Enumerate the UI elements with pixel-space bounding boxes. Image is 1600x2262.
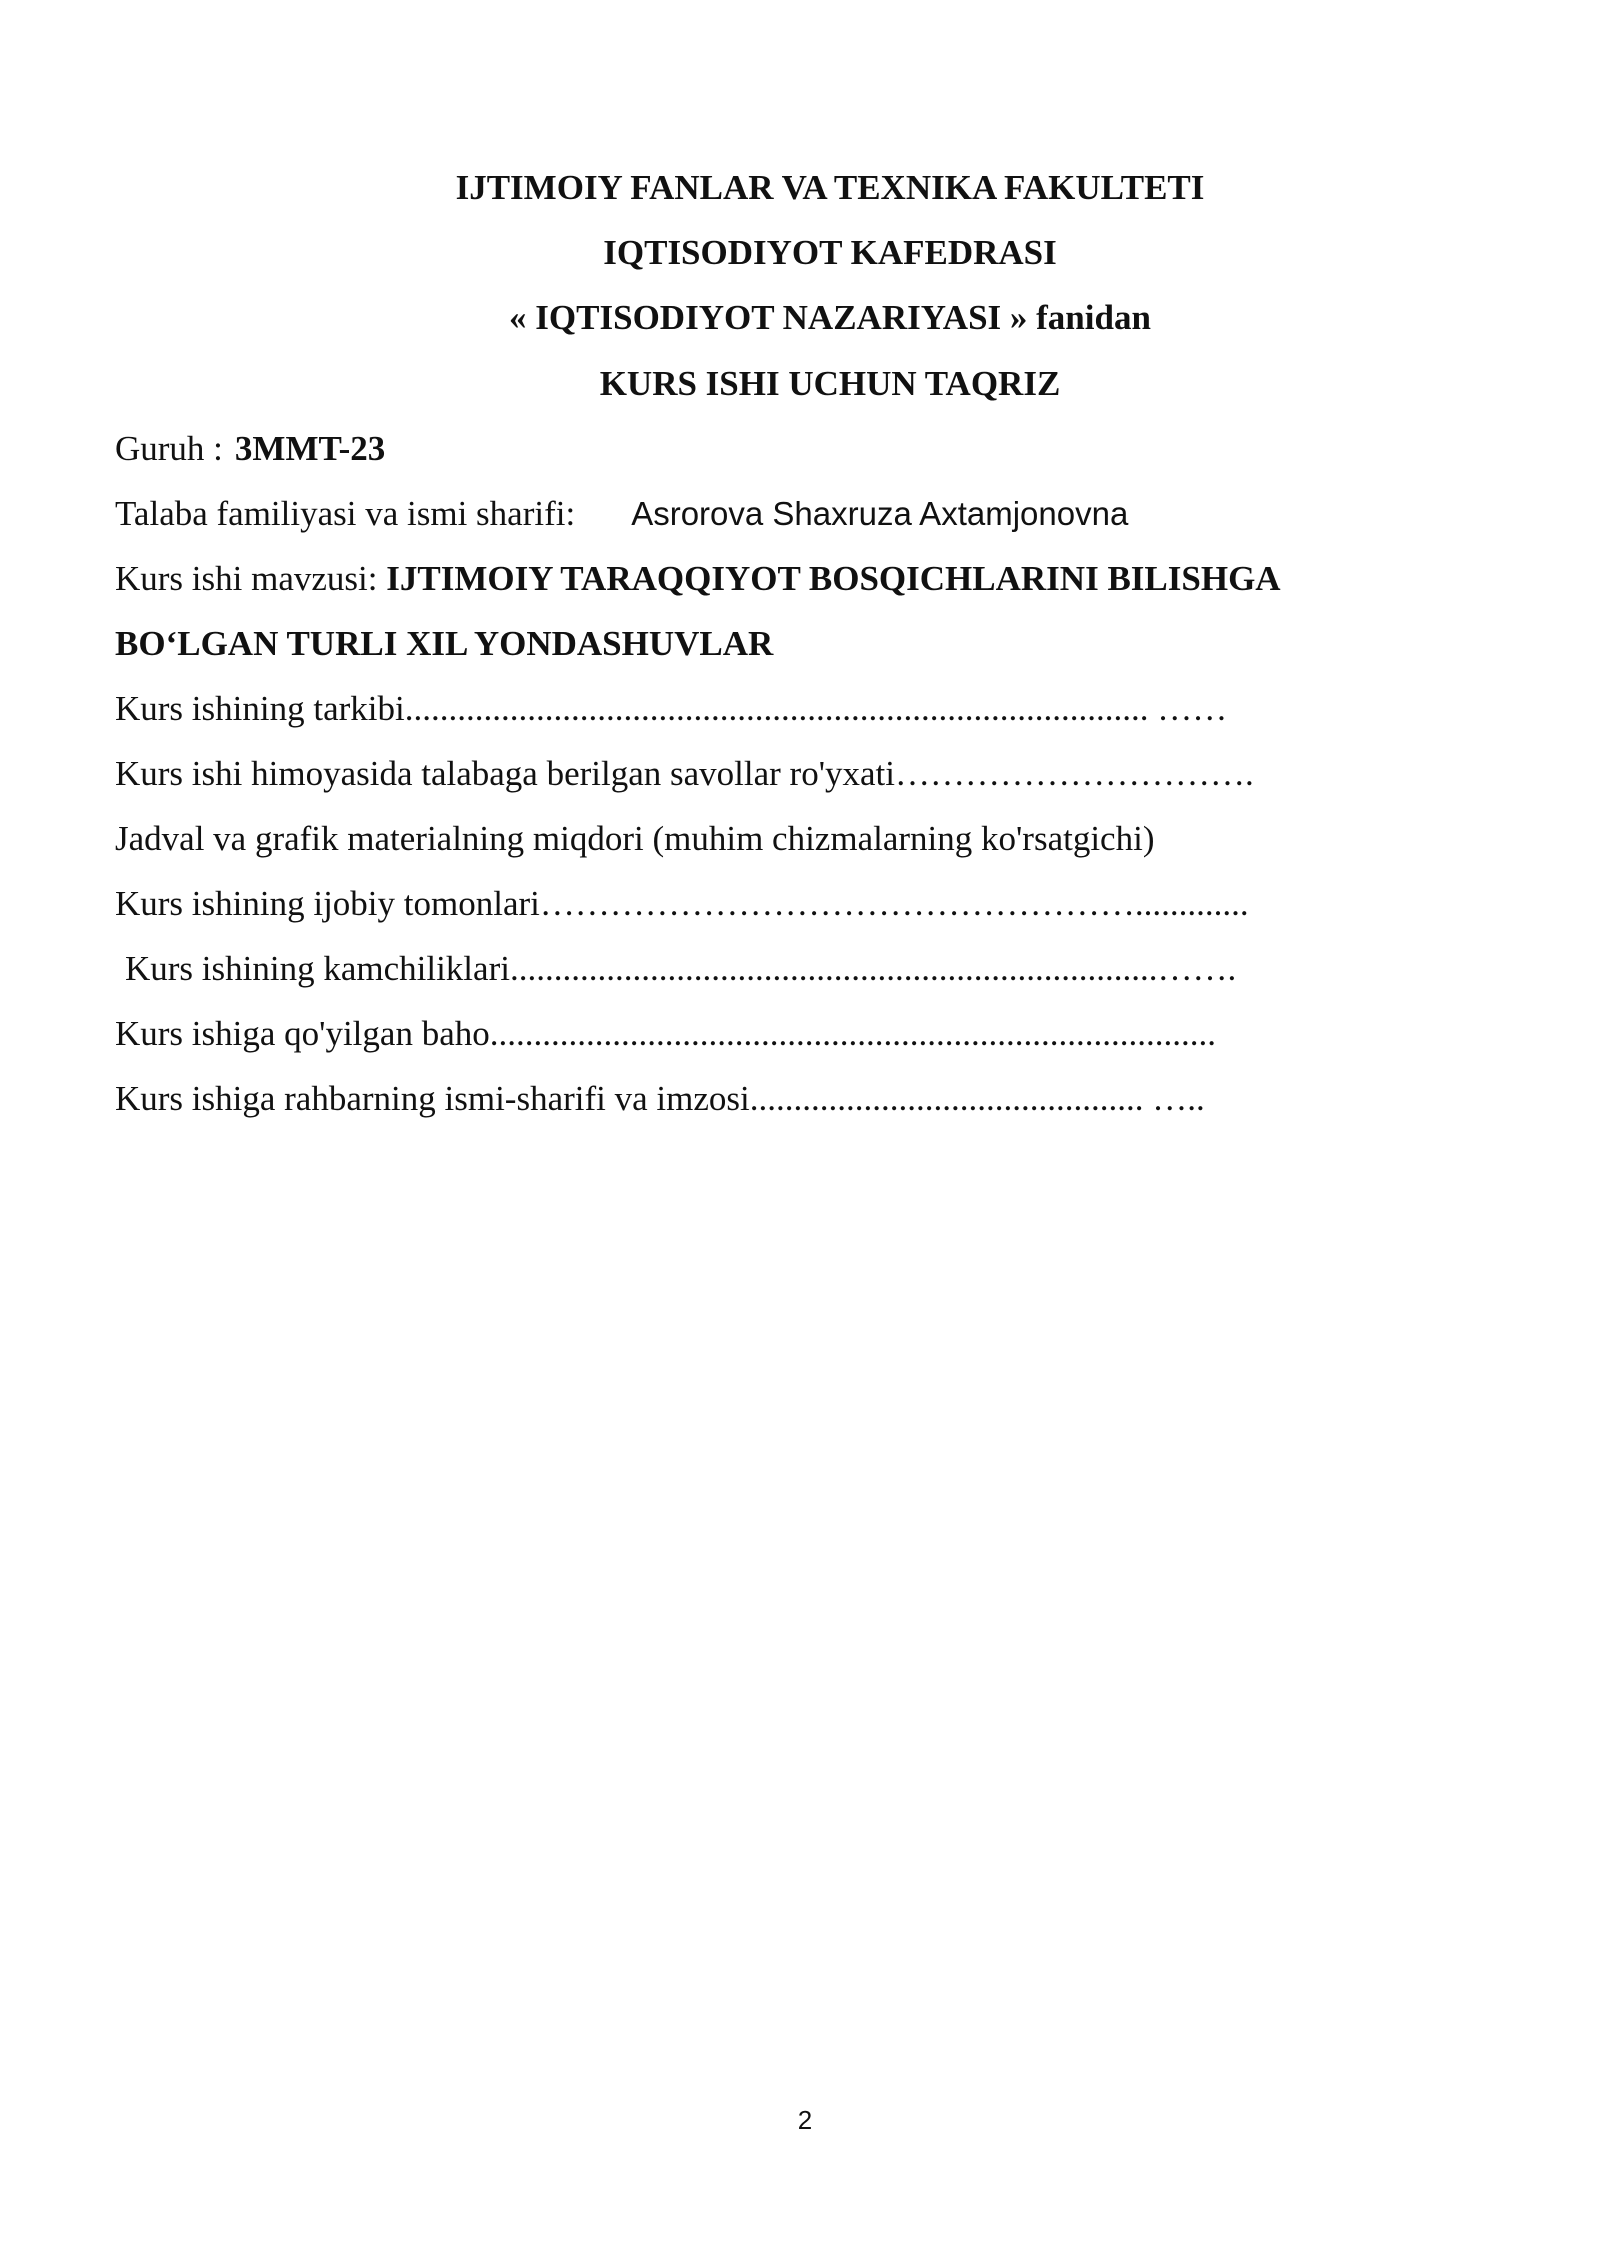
topic-label: Kurs ishi mavzusi: (115, 559, 378, 598)
supervisor-line: Kurs ishiga rahbarning ismi-sharifi va imzosi............................................. ….. (115, 1079, 1205, 1118)
tables-line: Jadval va grafik materialning miqdori (muhim chizmalarning ko'rsatgichi) (115, 819, 1155, 858)
content-line: Kurs ishining tarkibi..................................................................................... …… (115, 689, 1228, 728)
grade-line: Kurs ishiga qo'yilgan baho................................................................................... (115, 1014, 1216, 1053)
student-line (115, 492, 1128, 536)
group-label: Guruh : (115, 429, 223, 468)
topic-line (115, 557, 1281, 601)
group-value: 3MMT-23 (234, 429, 386, 468)
group-line (115, 427, 385, 471)
topic-value-line2: BO‘LGAN TURLI XIL YONDASHUVLAR (115, 624, 774, 663)
shortcomings-line: Kurs ishining kamchiliklari..........................................................................……. (125, 949, 1237, 988)
department-heading: IQTISODIYOT KAFEDRASI (603, 233, 1057, 272)
subject-heading: « IQTISODIYOT NAZARIYASI » fanidan (509, 298, 1151, 337)
document-title: KURS ISHI UCHUN TAQRIZ (599, 364, 1061, 403)
faculty-heading: IJTIMOIY FANLAR VA TEXNIKA FAKULTETI (455, 168, 1205, 207)
topic-value-line1: IJTIMOIY TARAQQIYOT BOSQICHLARINI BILISHGA (386, 559, 1281, 598)
student-label: Talaba familiyasi va ismi sharifi: (115, 494, 576, 533)
page-number: 2 (797, 2105, 813, 2135)
positive-line: Kurs ishining ijobiy tomonlari……………………………………………............. (115, 884, 1249, 923)
questions-line: Kurs ishi himoyasida talabaga berilgan savollar ro'yxati…………………………. (115, 754, 1254, 793)
student-name: Asrorova Shaxruza Axtamjonovna (631, 495, 1129, 532)
